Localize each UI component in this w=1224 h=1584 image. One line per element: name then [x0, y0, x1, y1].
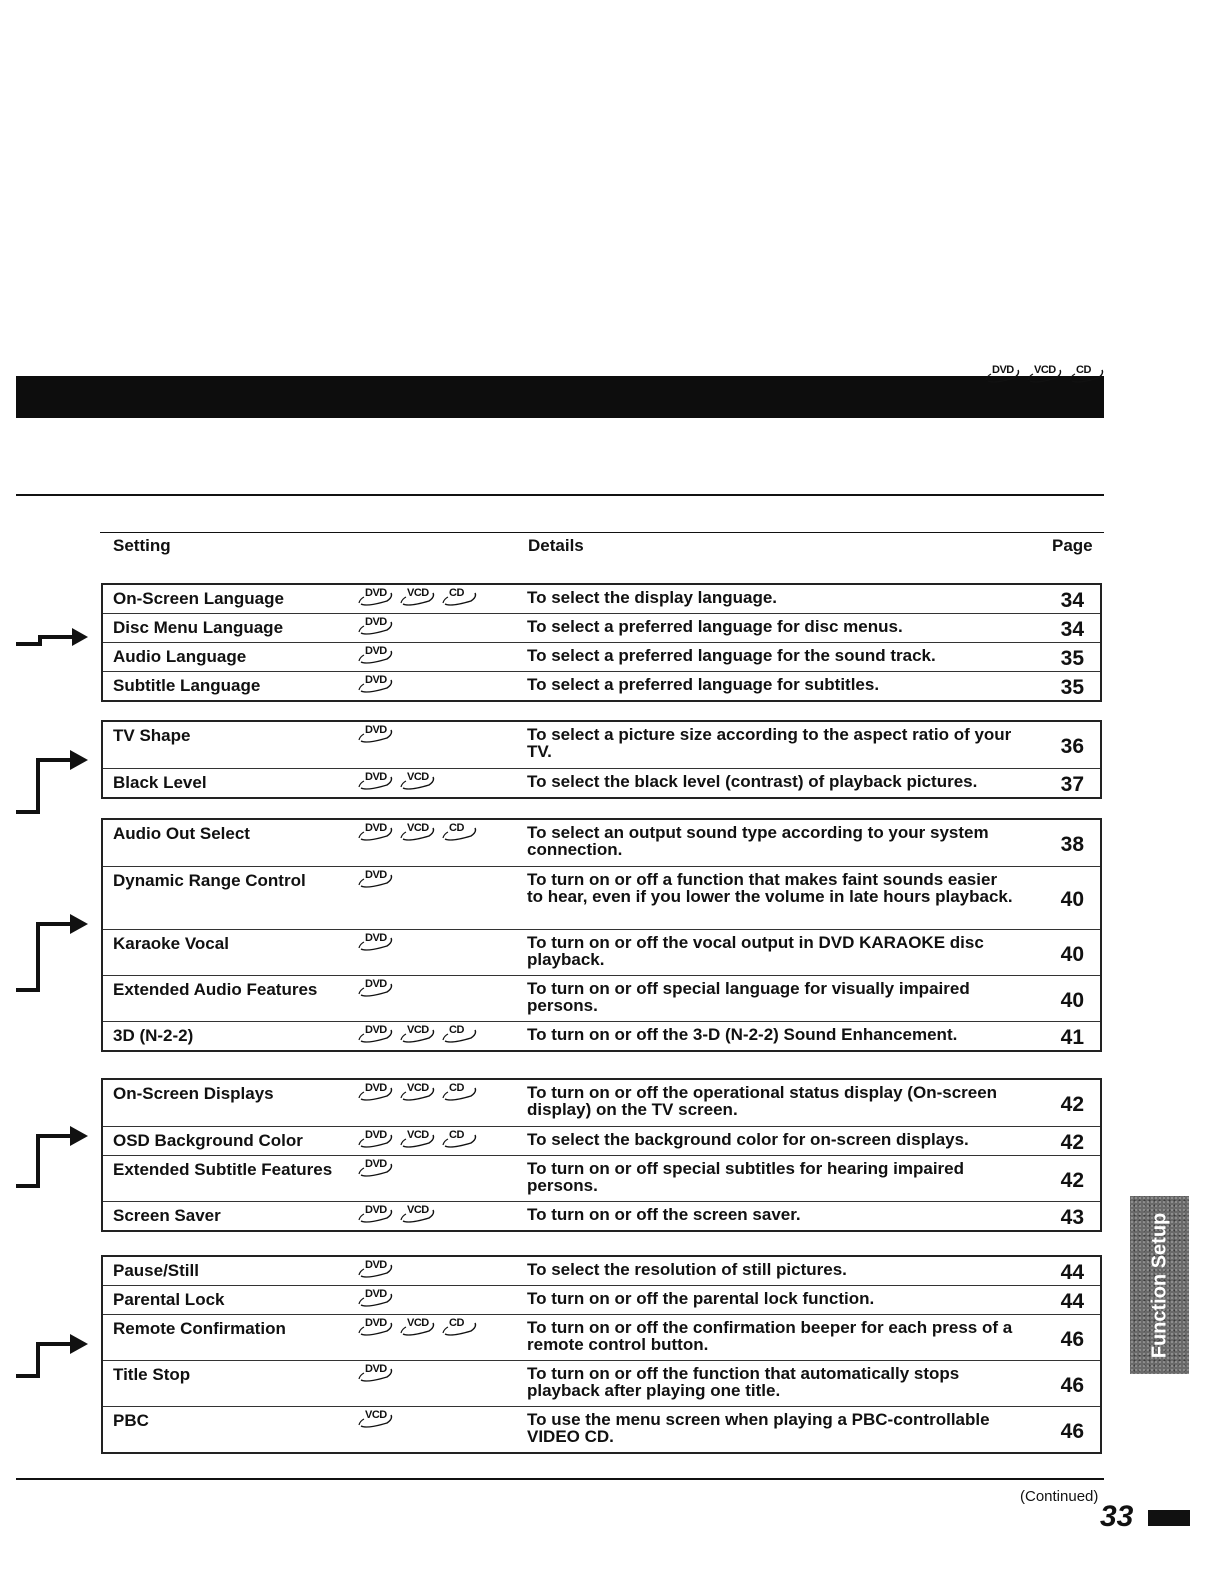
setting-details: To turn on or off a function that makes faint sounds easier to hear, even if you lower the volume in late hours playback. [527, 870, 1013, 906]
setting-name: 3D (N-2-2) [113, 1026, 194, 1045]
settings-group-2 [101, 720, 1102, 799]
setting-name: OSD Background Color [113, 1131, 303, 1150]
dvd-disc-icon [357, 932, 395, 952]
setting-details: To turn on or off the parental lock function. [527, 1289, 875, 1308]
page-reference: 36 [1060, 735, 1084, 758]
page-reference: 40 [1060, 888, 1084, 911]
dvd-disc-icon [357, 1129, 395, 1149]
page-reference: 40 [1060, 988, 1084, 1012]
dvd-disc-icon [357, 1158, 395, 1178]
disc-types [347, 1361, 517, 1383]
group-arrow-icon [14, 746, 94, 816]
page-number: 33 [1100, 1500, 1134, 1533]
setting-name: Disc Menu Language [113, 618, 284, 637]
group-arrow-icon [14, 910, 94, 994]
disc-types [347, 585, 517, 607]
page-reference: 44 [1060, 1290, 1084, 1313]
disc-label: DVD [365, 771, 387, 783]
setting-name: Audio Out Select [113, 824, 250, 843]
disc-label: DVD [365, 645, 387, 657]
disc-label: CD [449, 1317, 464, 1329]
vcd-disc-icon [399, 771, 437, 791]
table-row [103, 975, 1100, 1021]
page-reference: 46 [1060, 1419, 1084, 1443]
page-reference: 34 [1060, 618, 1084, 641]
disc-label: CD [449, 1024, 464, 1036]
disc-label: CD [449, 822, 464, 834]
disc-types [347, 976, 517, 998]
page-reference: 41 [1060, 1026, 1084, 1049]
disc-label: DVD [365, 674, 387, 686]
table-row [103, 820, 1100, 866]
disc-label: VCD [407, 1024, 429, 1036]
cd-disc-icon [441, 1024, 479, 1044]
dvd-disc-icon [357, 1204, 395, 1224]
setting-name: Audio Language [113, 647, 247, 666]
disc-types [347, 930, 517, 952]
table-row [103, 1080, 1100, 1126]
setting-details: To turn on or off special subtitles for hearing impaired persons. [527, 1159, 965, 1195]
disc-types [347, 769, 517, 791]
dvd-disc-icon [357, 616, 395, 636]
setting-name: Black Level [113, 773, 207, 792]
setting-name: Subtitle Language [113, 676, 261, 695]
setting-details: To turn on or off the vocal output in DVD KARAOKE disc playback. [527, 933, 984, 969]
disc-label: DVD [365, 587, 387, 599]
page-reference: 35 [1060, 647, 1084, 670]
setting-details: To use the menu screen when playing a PBC-controllable VIDEO CD. [527, 1410, 990, 1446]
table-row [103, 1201, 1100, 1230]
setting-name: Extended Audio Features [113, 980, 318, 999]
page-reference: 38 [1060, 833, 1084, 856]
dvd-disc-icon [984, 364, 1022, 384]
disc-label: DVD [365, 1129, 387, 1141]
dvd-disc-icon [357, 724, 395, 744]
table-row [103, 642, 1100, 671]
vcd-disc-icon [1026, 364, 1064, 384]
disc-types [347, 1315, 517, 1337]
table-row [103, 1314, 1100, 1360]
dvd-disc-icon [357, 645, 395, 665]
disc-label: CD [449, 1129, 464, 1141]
table-row [103, 768, 1100, 797]
page-reference: 42 [1060, 1093, 1084, 1116]
group-arrow-icon [14, 1124, 94, 1190]
setting-details: To select a preferred language for subtitles. [527, 675, 880, 694]
setting-name: Extended Subtitle Features [113, 1160, 333, 1179]
disc-types [347, 672, 517, 694]
dvd-disc-icon [357, 771, 395, 791]
page-reference: 40 [1060, 942, 1084, 966]
table-row [103, 1406, 1100, 1452]
setting-details: To select a preferred language for the sound track. [527, 646, 936, 665]
disc-types [347, 1022, 517, 1044]
disc-label: CD [449, 1082, 464, 1094]
setting-details: To select a picture size according to the aspect ratio of your TV. [527, 725, 1012, 761]
vcd-disc-icon [399, 1204, 437, 1224]
page-reference: 46 [1060, 1327, 1084, 1351]
vcd-disc-icon [399, 1317, 437, 1337]
vcd-disc-icon [399, 1024, 437, 1044]
setting-name: Title Stop [113, 1365, 191, 1384]
column-header-page: Page [1052, 536, 1093, 555]
page-reference: 37 [1060, 773, 1084, 796]
setting-details: To turn on or off special language for visually impaired persons. [527, 979, 970, 1015]
group-arrow-icon [14, 626, 94, 656]
disc-label: DVD [365, 978, 387, 990]
setting-details: To select the background color for on-screen displays. [527, 1130, 969, 1149]
disc-label: DVD [365, 1363, 387, 1375]
header-bar [16, 376, 1104, 418]
setting-name: Dynamic Range Control [113, 871, 306, 890]
page-reference: 42 [1060, 1168, 1084, 1192]
disc-label: VCD [407, 1129, 429, 1141]
dvd-disc-icon [357, 822, 395, 842]
disc-label: DVD [365, 1158, 387, 1170]
disc-label: DVD [365, 1288, 387, 1300]
vcd-disc-icon [357, 1409, 395, 1429]
disc-label: CD [1076, 364, 1091, 376]
settings-group-3 [101, 818, 1102, 1052]
setting-name: Parental Lock [113, 1290, 225, 1309]
cd-disc-icon [441, 1082, 479, 1102]
setting-details: To turn on or off the operational status display (On-screen display) on the TV screen. [527, 1083, 998, 1119]
disc-types [347, 867, 517, 889]
vcd-disc-icon [399, 587, 437, 607]
table-row [103, 1126, 1100, 1155]
cd-disc-icon [441, 822, 479, 842]
disc-types [347, 1156, 517, 1178]
vcd-disc-icon [399, 1082, 437, 1102]
settings-group-4 [101, 1078, 1102, 1232]
disc-label: DVD [365, 1317, 387, 1329]
disc-label: DVD [365, 932, 387, 944]
table-row [103, 929, 1100, 975]
cd-disc-icon [441, 1129, 479, 1149]
table-row [103, 1360, 1100, 1406]
setting-name: PBC [113, 1411, 149, 1430]
setting-name: Screen Saver [113, 1206, 221, 1225]
disc-label: DVD [992, 364, 1014, 376]
dvd-disc-icon [357, 1024, 395, 1044]
dvd-disc-icon [357, 869, 395, 889]
disc-label: DVD [365, 1204, 387, 1216]
dvd-disc-icon [357, 1317, 395, 1337]
header-disc-badges [984, 364, 1106, 384]
setting-details: To turn on or off the confirmation beeper for each press of a remote control button. [527, 1318, 1013, 1354]
disc-types [347, 1407, 517, 1429]
disc-types [347, 722, 517, 744]
dvd-disc-icon [357, 1259, 395, 1279]
setting-name: On-Screen Language [113, 589, 284, 608]
disc-label: DVD [365, 822, 387, 834]
group-arrow-icon [14, 1332, 94, 1380]
disc-types [347, 1286, 517, 1308]
disc-types [347, 820, 517, 842]
dvd-disc-icon [357, 1363, 395, 1383]
column-header-details: Details [528, 536, 584, 555]
table-row [103, 613, 1100, 642]
dvd-disc-icon [357, 587, 395, 607]
dvd-disc-icon [357, 1082, 395, 1102]
setting-details: To turn on or off the screen saver. [527, 1205, 801, 1224]
disc-label: DVD [365, 616, 387, 628]
disc-label: DVD [365, 1259, 387, 1271]
table-row [103, 1021, 1100, 1050]
disc-label: CD [449, 587, 464, 599]
column-header-rule [100, 532, 1104, 533]
table-row [103, 1155, 1100, 1201]
table-row [103, 585, 1100, 613]
setting-details: To select a preferred language for disc menus. [527, 617, 903, 636]
page-reference: 34 [1060, 589, 1084, 612]
table-row [103, 1285, 1100, 1314]
dvd-disc-icon [357, 1288, 395, 1308]
page-number-bar [1148, 1510, 1190, 1526]
table-row [103, 671, 1100, 700]
side-tab-function-setup [1130, 1196, 1189, 1374]
disc-types [347, 1202, 517, 1224]
disc-label: VCD [407, 771, 429, 783]
disc-label: VCD [407, 822, 429, 834]
setting-name: Karaoke Vocal [113, 934, 229, 953]
cd-disc-icon [441, 1317, 479, 1337]
setting-name: On-Screen Displays [113, 1084, 274, 1103]
disc-types [347, 1257, 517, 1279]
settings-group-1 [101, 583, 1102, 702]
disc-label: DVD [365, 724, 387, 736]
page-reference: 35 [1060, 676, 1084, 699]
page-reference: 42 [1060, 1131, 1084, 1154]
disc-label: VCD [365, 1409, 387, 1421]
disc-label: DVD [365, 1082, 387, 1094]
dvd-disc-icon [357, 978, 395, 998]
vcd-disc-icon [399, 822, 437, 842]
disc-label: VCD [407, 1204, 429, 1216]
side-tab-label: Function Setup [1148, 1212, 1171, 1358]
setting-name: Pause/Still [113, 1261, 199, 1280]
table-row [103, 722, 1100, 768]
cd-disc-icon [1068, 364, 1106, 384]
setting-name: Remote Confirmation [113, 1319, 286, 1338]
disc-label: VCD [407, 1082, 429, 1094]
setting-details: To turn on or off the 3-D (N-2-2) Sound Enhancement. [527, 1025, 958, 1044]
disc-label: VCD [407, 1317, 429, 1329]
disc-label: VCD [1034, 364, 1056, 376]
disc-types [347, 643, 517, 665]
disc-label: VCD [407, 587, 429, 599]
disc-label: DVD [365, 869, 387, 881]
page-reference: 44 [1060, 1261, 1084, 1284]
column-header-setting: Setting [113, 536, 171, 555]
disc-types [347, 1080, 517, 1102]
disc-types [347, 614, 517, 636]
setting-name: TV Shape [113, 726, 191, 745]
setting-details: To select the resolution of still pictures. [527, 1260, 847, 1279]
setting-details: To select the black level (contrast) of playback pictures. [527, 772, 978, 791]
bottom-rule [16, 1478, 1104, 1480]
setting-details: To select the display language. [527, 588, 778, 607]
setting-details: To select an output sound type according to your system connection. [527, 823, 989, 859]
setting-details: To turn on or off the function that automatically stops playback after playing one title. [527, 1364, 960, 1400]
table-row [103, 866, 1100, 929]
vcd-disc-icon [399, 1129, 437, 1149]
table-row [103, 1257, 1100, 1285]
cd-disc-icon [441, 587, 479, 607]
continued-label: (Continued) [1020, 1488, 1099, 1505]
settings-group-5 [101, 1255, 1102, 1454]
disc-label: DVD [365, 1024, 387, 1036]
dvd-disc-icon [357, 674, 395, 694]
page-reference: 46 [1060, 1373, 1084, 1397]
page-reference: 43 [1060, 1206, 1084, 1229]
top-rule [16, 494, 1104, 496]
disc-types [347, 1127, 517, 1149]
